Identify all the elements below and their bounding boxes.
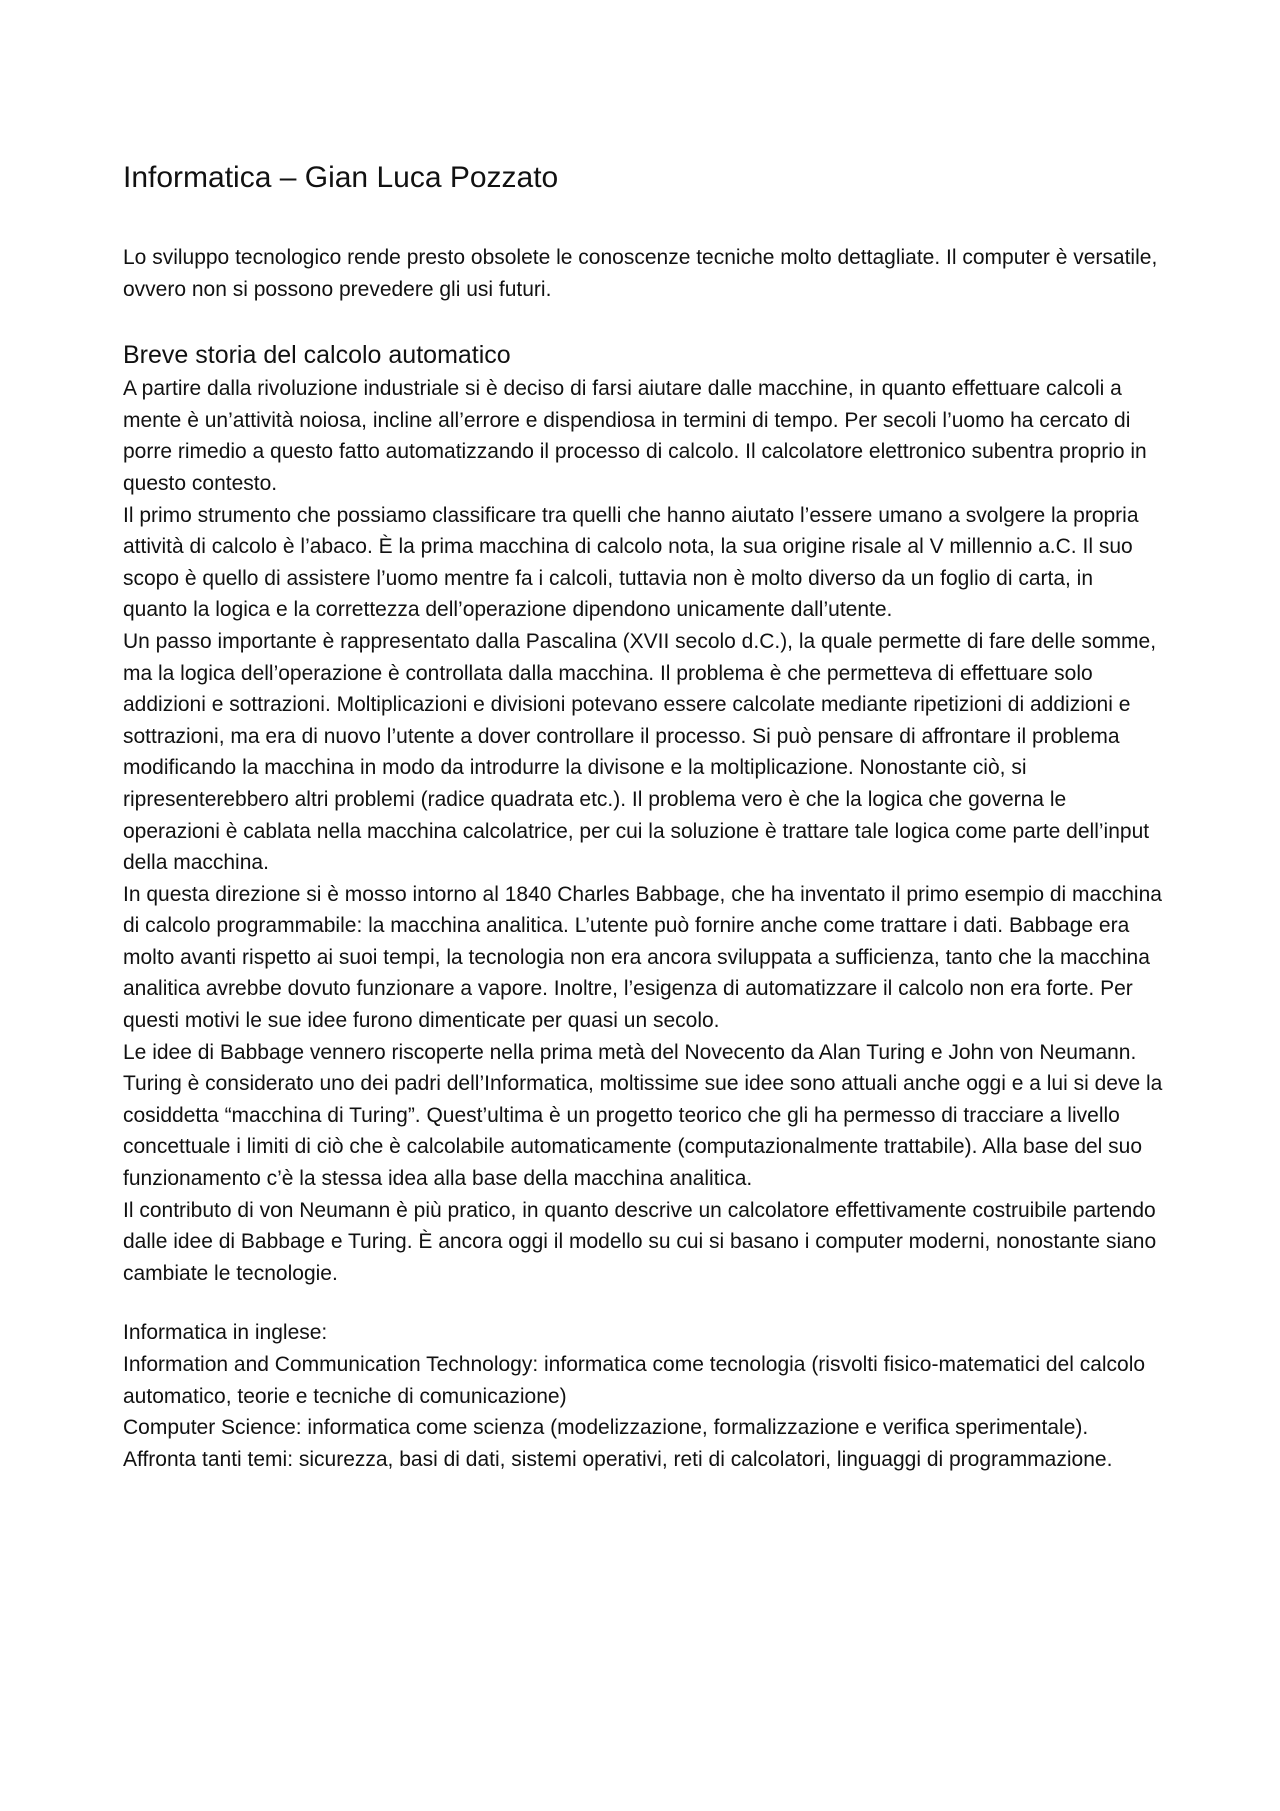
spacer [123, 305, 1163, 337]
history-paragraph-1: A partire dalla rivoluzione industriale si è deciso di farsi aiutare dalle macchine, in quanto effettuare calcoli a mente è un’attività noiosa, incline all’errore e dispendiosa in termini di tempo. Per secoli l’uomo ha cercato di porre rimedio a questo fatto automatizzando il processo di calcolo. Il calcolatore elettronico subentra proprio in questo contesto. [123, 377, 1147, 495]
intro-paragraph: Lo sviluppo tecnologico rende presto obsolete le conoscenze tecniche molto dettagliate. Il computer è versatile, ovvero non si possono prevedere gli usi futuri. [123, 246, 1158, 301]
english-ict-definition: Information and Communication Technology: informatica come tecnologia (risvolti fisico-matematici del calcolo automatico, teorie e tecniche di comunicazione) [123, 1353, 1146, 1408]
document-page [123, 158, 1163, 1475]
document-title: Informatica – Gian Luca Pozzato [123, 161, 559, 194]
history-paragraph-2: Il primo strumento che possiamo classificare tra quelli che hanno aiutato l’essere umano a svolgere la propria attività di calcolo è l’abaco. È la prima macchina di calcolo nota, la sua origine risale al V millennio a.C. Il suo scopo è quello di assistere l’uomo mentre fa i calcoli, tuttavia non è molto diverso da un foglio di carta, in quanto la logica e la correttezza dell’operazione dipendono unicamente dall’utente. [123, 503, 1139, 622]
history-paragraph-5: Le idee di Babbage vennero riscoperte nella prima metà del Novecento da Alan Turing e John von Neumann. Turing è considerato uno dei padri dell’Informatica, moltissime sue idee sono attuali anche oggi e a lui si deve la cosiddetta “macchina di Turing”. Quest’ultima è un progetto teorico che gli ha permesso di tracciare a livello concettuale i limiti di ciò che è calcolabile automaticamente (computazionalmente trattabile). Alla base del suo funzionamento c’è la stessa idea alla base della macchina analitica. [123, 1040, 1163, 1191]
history-paragraph-3: Un passo importante è rappresentato dalla Pascalina (XVII secolo d.C.), la quale permette di fare delle somme, ma la logica dell’operazione è controllata dalla macchina. Il problema è che permetteva di effettuare solo addizioni e sottrazioni. Moltiplicazioni e divisioni potevano essere calcolate mediante ripetizioni di addizioni e sottrazioni, ma era di nuovo l’utente a dover controllare il processo. Si può pensare di affrontare il problema modificando la macchina in modo da introdurre la divisone e la moltiplicazione. Nonostante ciò, si ripresenterebbero altri problemi (radice quadrata etc.). Il problema vero è che la logica che governa le operazioni è cablata nella macchina calcolatrice, per cui la soluzione è trattare tale logica come parte dell’input della macchina. [123, 629, 1157, 875]
section-heading: Breve storia del calcolo automatico [123, 341, 511, 370]
history-paragraph-4: In questa direzione si è mosso intorno al 1840 Charles Babbage, che ha inventato il primo esempio di macchina di calcolo programmabile: la macchina analitica. L’utente può fornire anche come trattare i dati. Babbage era molto avanti rispetto ai suoi tempi, la tecnologia non era ancora sviluppata a sufficienza, tanto che la macchina analitica avrebbe dovuto funzionare a vapore. Inoltre, l’esigenza di automatizzare il calcolo non era forte. Per questi motivi le sue idee furono dimenticate per quasi un secolo. [123, 882, 1162, 1033]
history-paragraph-6: Il contributo di von Neumann è più pratico, in quanto descrive un calcolatore effettivamente costruibile partendo dalle idee di Babbage e Turing. È ancora oggi il modello su cui si basano i computer moderni, nonostante siano cambiate le tecnologie. [123, 1198, 1157, 1285]
spacer [123, 1289, 1163, 1317]
english-cs-definition: Computer Science: informatica come scienza (modelizzazione, formalizzazione e verifica sperimentale). Affronta tanti temi: sicurezza, basi di dati, sistemi operativi, reti di calcolatori, linguaggi di programmazione. [123, 1416, 1113, 1471]
english-intro: Informatica in inglese: [123, 1321, 328, 1345]
